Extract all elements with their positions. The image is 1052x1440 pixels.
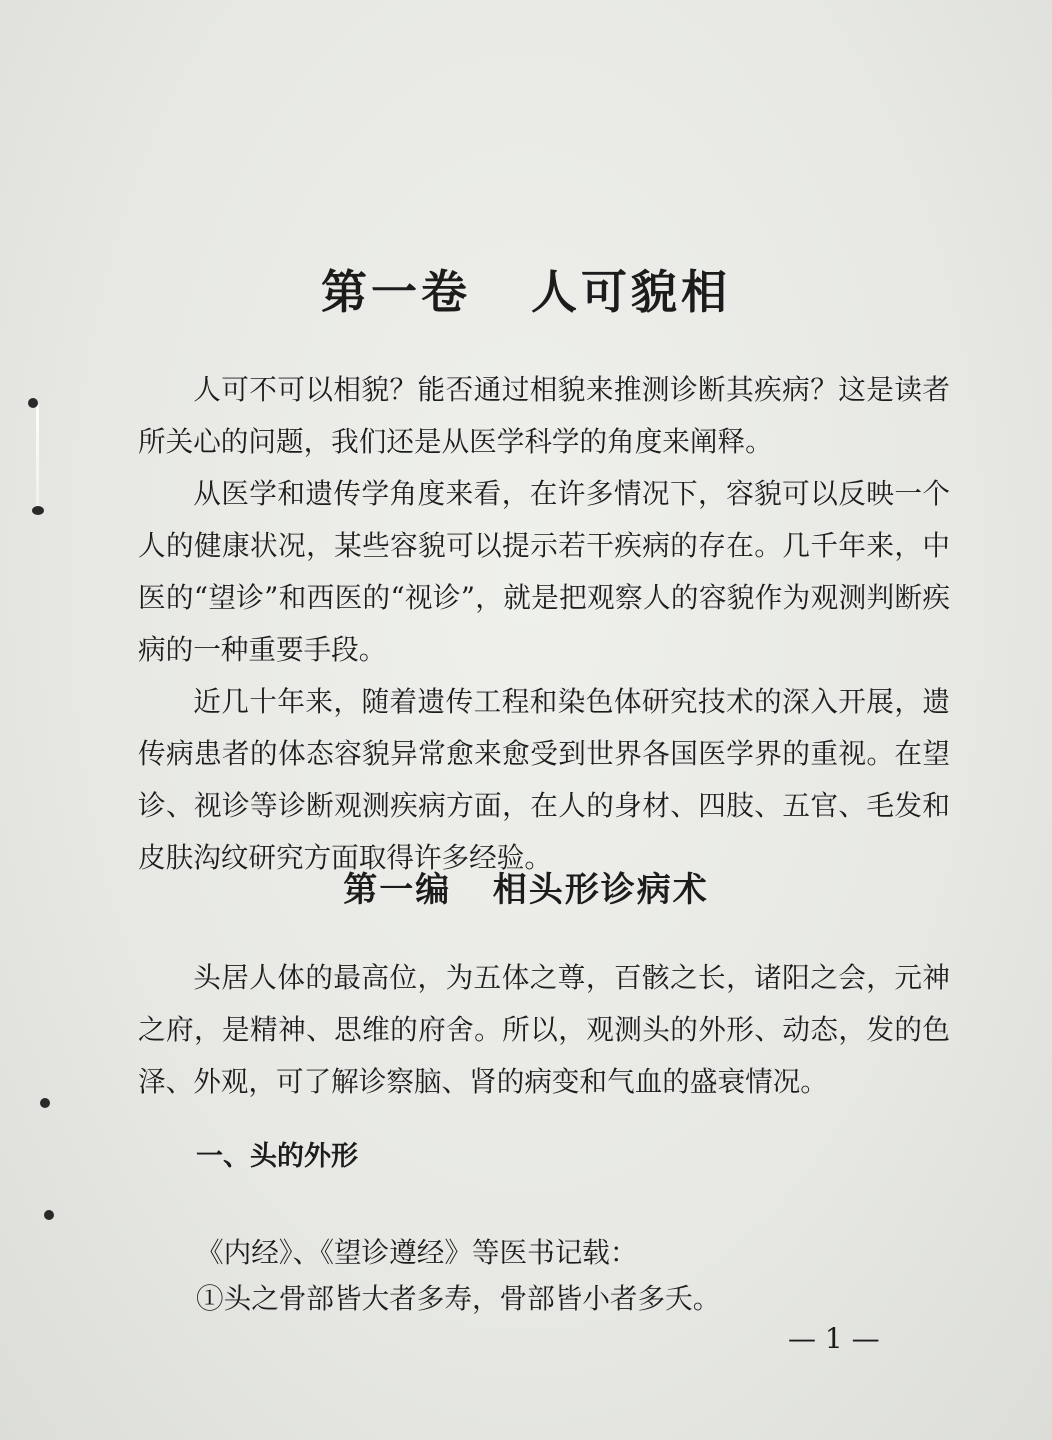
- paper-crease: [36, 404, 39, 514]
- binding-hole: [40, 1098, 50, 1108]
- binding-hole: [44, 1210, 54, 1220]
- subheading: 一、头的外形: [196, 1141, 358, 1172]
- binding-hole: [32, 506, 44, 515]
- chapter-title: 第一卷 人可貌相: [320, 265, 732, 319]
- page-number: — 1 —: [788, 1322, 880, 1355]
- intro-paragraph-3: 近几十年来，随着遗传工程和染色体研究技术的深入开展，遗传病患者的体态容貌异常愈来愈受到世界各国医学界的重视。在望诊、视诊等诊断观测疾病方面，在人的身材、四肢、五官、毛发和皮肤沟纹研究方面取得许多经验。: [138, 685, 950, 874]
- binding-hole: [28, 398, 38, 408]
- intro-paragraph-1: 人可不可以相貌？能否通过相貌来推测诊断其疾病？这是读者所关心的问题，我们还是从医学科学的角度来阐释。: [138, 373, 950, 458]
- citation-line: 《内经》、《望诊遵经》等医书记载：: [196, 1236, 638, 1269]
- section-title: 第一编 相头形诊病术: [343, 870, 709, 910]
- list-item-1: ①头之骨部皆大者多寿，骨部皆小者多夭。: [196, 1282, 721, 1315]
- section-paragraph: 头居人体的最高位，为五体之尊，百骸之长，诸阳之会，元神之府，是精神、思维的府舍。所以，观测头的外形、动态，发的色泽、外观，可了解诊察脑、肾的病变和气血的盛衰情况。: [138, 961, 950, 1098]
- intro-paragraph-2: 从医学和遗传学角度来看，在许多情况下，容貌可以反映一个人的健康状况，某些容貌可以提示若干疾病的存在。几千年来，中医的“望诊”和西医的“视诊”，就是把观察人的容貌作为观测判断疾病的一种重要手段。: [138, 477, 950, 666]
